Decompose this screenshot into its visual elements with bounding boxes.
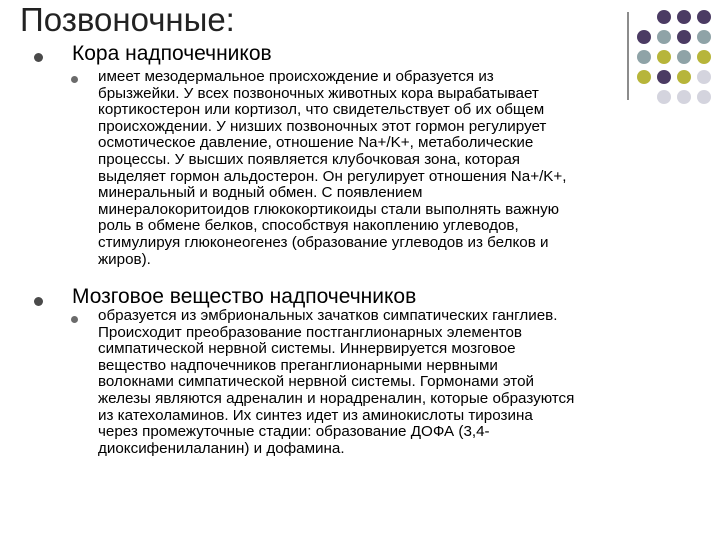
text-line: осмотическое давление, отношение Na+/K+, метаболические (98, 134, 534, 152)
text-line: процессы. У высших появляется клубочковая зона, которая (98, 150, 521, 168)
text-line: имеет мезодермальное происхождение и образуется из (98, 68, 494, 85)
decor-dot (637, 30, 651, 44)
sub-bullet-icon (71, 76, 78, 83)
section-text-cortex (98, 69, 567, 268)
decor-dot (657, 10, 671, 24)
section-text-medulla (98, 308, 574, 457)
decor-dot (677, 70, 691, 84)
decor-dot (657, 90, 671, 104)
text-line: вещество надпочечников преганглионарными нервными (98, 356, 498, 374)
decor-dot (677, 90, 691, 104)
text-line: происхождении. У низших позвоночных этот гормон регулирует (98, 117, 547, 135)
text-line: роль в обмене белков, способствуя накоплению углеводов, (98, 217, 519, 235)
text-line: Происходит преобразование постганглионарных элементов (98, 323, 523, 341)
divider-line (627, 12, 629, 100)
section-heading-medulla: Мозговое вещество надпочечников (72, 285, 417, 308)
decor-dot (697, 70, 711, 84)
text-line: через промежуточные стадии: образование ДОФА (3,4- (98, 423, 490, 441)
sub-bullet-icon (71, 316, 78, 323)
bullet-icon (34, 297, 43, 306)
decor-dot (697, 10, 711, 24)
text-line: стимулируя глюконеогенез (образование углеводов из белков и (98, 233, 549, 251)
text-line: жиров). (98, 250, 151, 268)
text-line: брызжейки. У всех позвоночных животных кора вырабатывает (98, 84, 539, 102)
text-line: волокнами симпатической нервной системы. Гормонами этой (98, 373, 535, 391)
decor-dot (657, 70, 671, 84)
decor-dot (657, 50, 671, 64)
slide-title: Позвоночные: (20, 1, 235, 38)
decorative-dot-grid (637, 10, 717, 120)
text-line: из катехоламинов. Их синтез идет из аминокислоты тирозина (98, 406, 533, 424)
text-line: кортикостерон или кортизол, что свидетельствует об их общем (98, 101, 545, 119)
bullet-icon (34, 53, 43, 62)
decor-dot (697, 50, 711, 64)
decor-dot (697, 30, 711, 44)
decor-dot (637, 50, 651, 64)
decor-dot (677, 10, 691, 24)
decor-dot (637, 70, 651, 84)
text-line: железы являются адреналин и норадреналин, которые образуются (98, 389, 575, 407)
decor-dot (677, 50, 691, 64)
decor-dot (697, 90, 711, 104)
decor-dot (657, 30, 671, 44)
text-line: выделяет гормон альдостерон. Он регулирует отношения Na+/K+, (98, 167, 567, 185)
text-line: симпатической нервной системы. Иннервируется мозговое (98, 340, 516, 358)
text-line: образуется из эмбриональных зачатков симпатических ганглиев. (98, 307, 558, 324)
section-heading-cortex: Кора надпочечников (72, 42, 272, 65)
decor-dot (677, 30, 691, 44)
text-line: диоксифенилаланин) и дофамина. (98, 439, 345, 457)
text-line: минеральный и водный обмен. С появлением (98, 184, 423, 202)
text-line: минералокоритоидов глюкокортикоиды стали выполнять важную (98, 200, 560, 218)
